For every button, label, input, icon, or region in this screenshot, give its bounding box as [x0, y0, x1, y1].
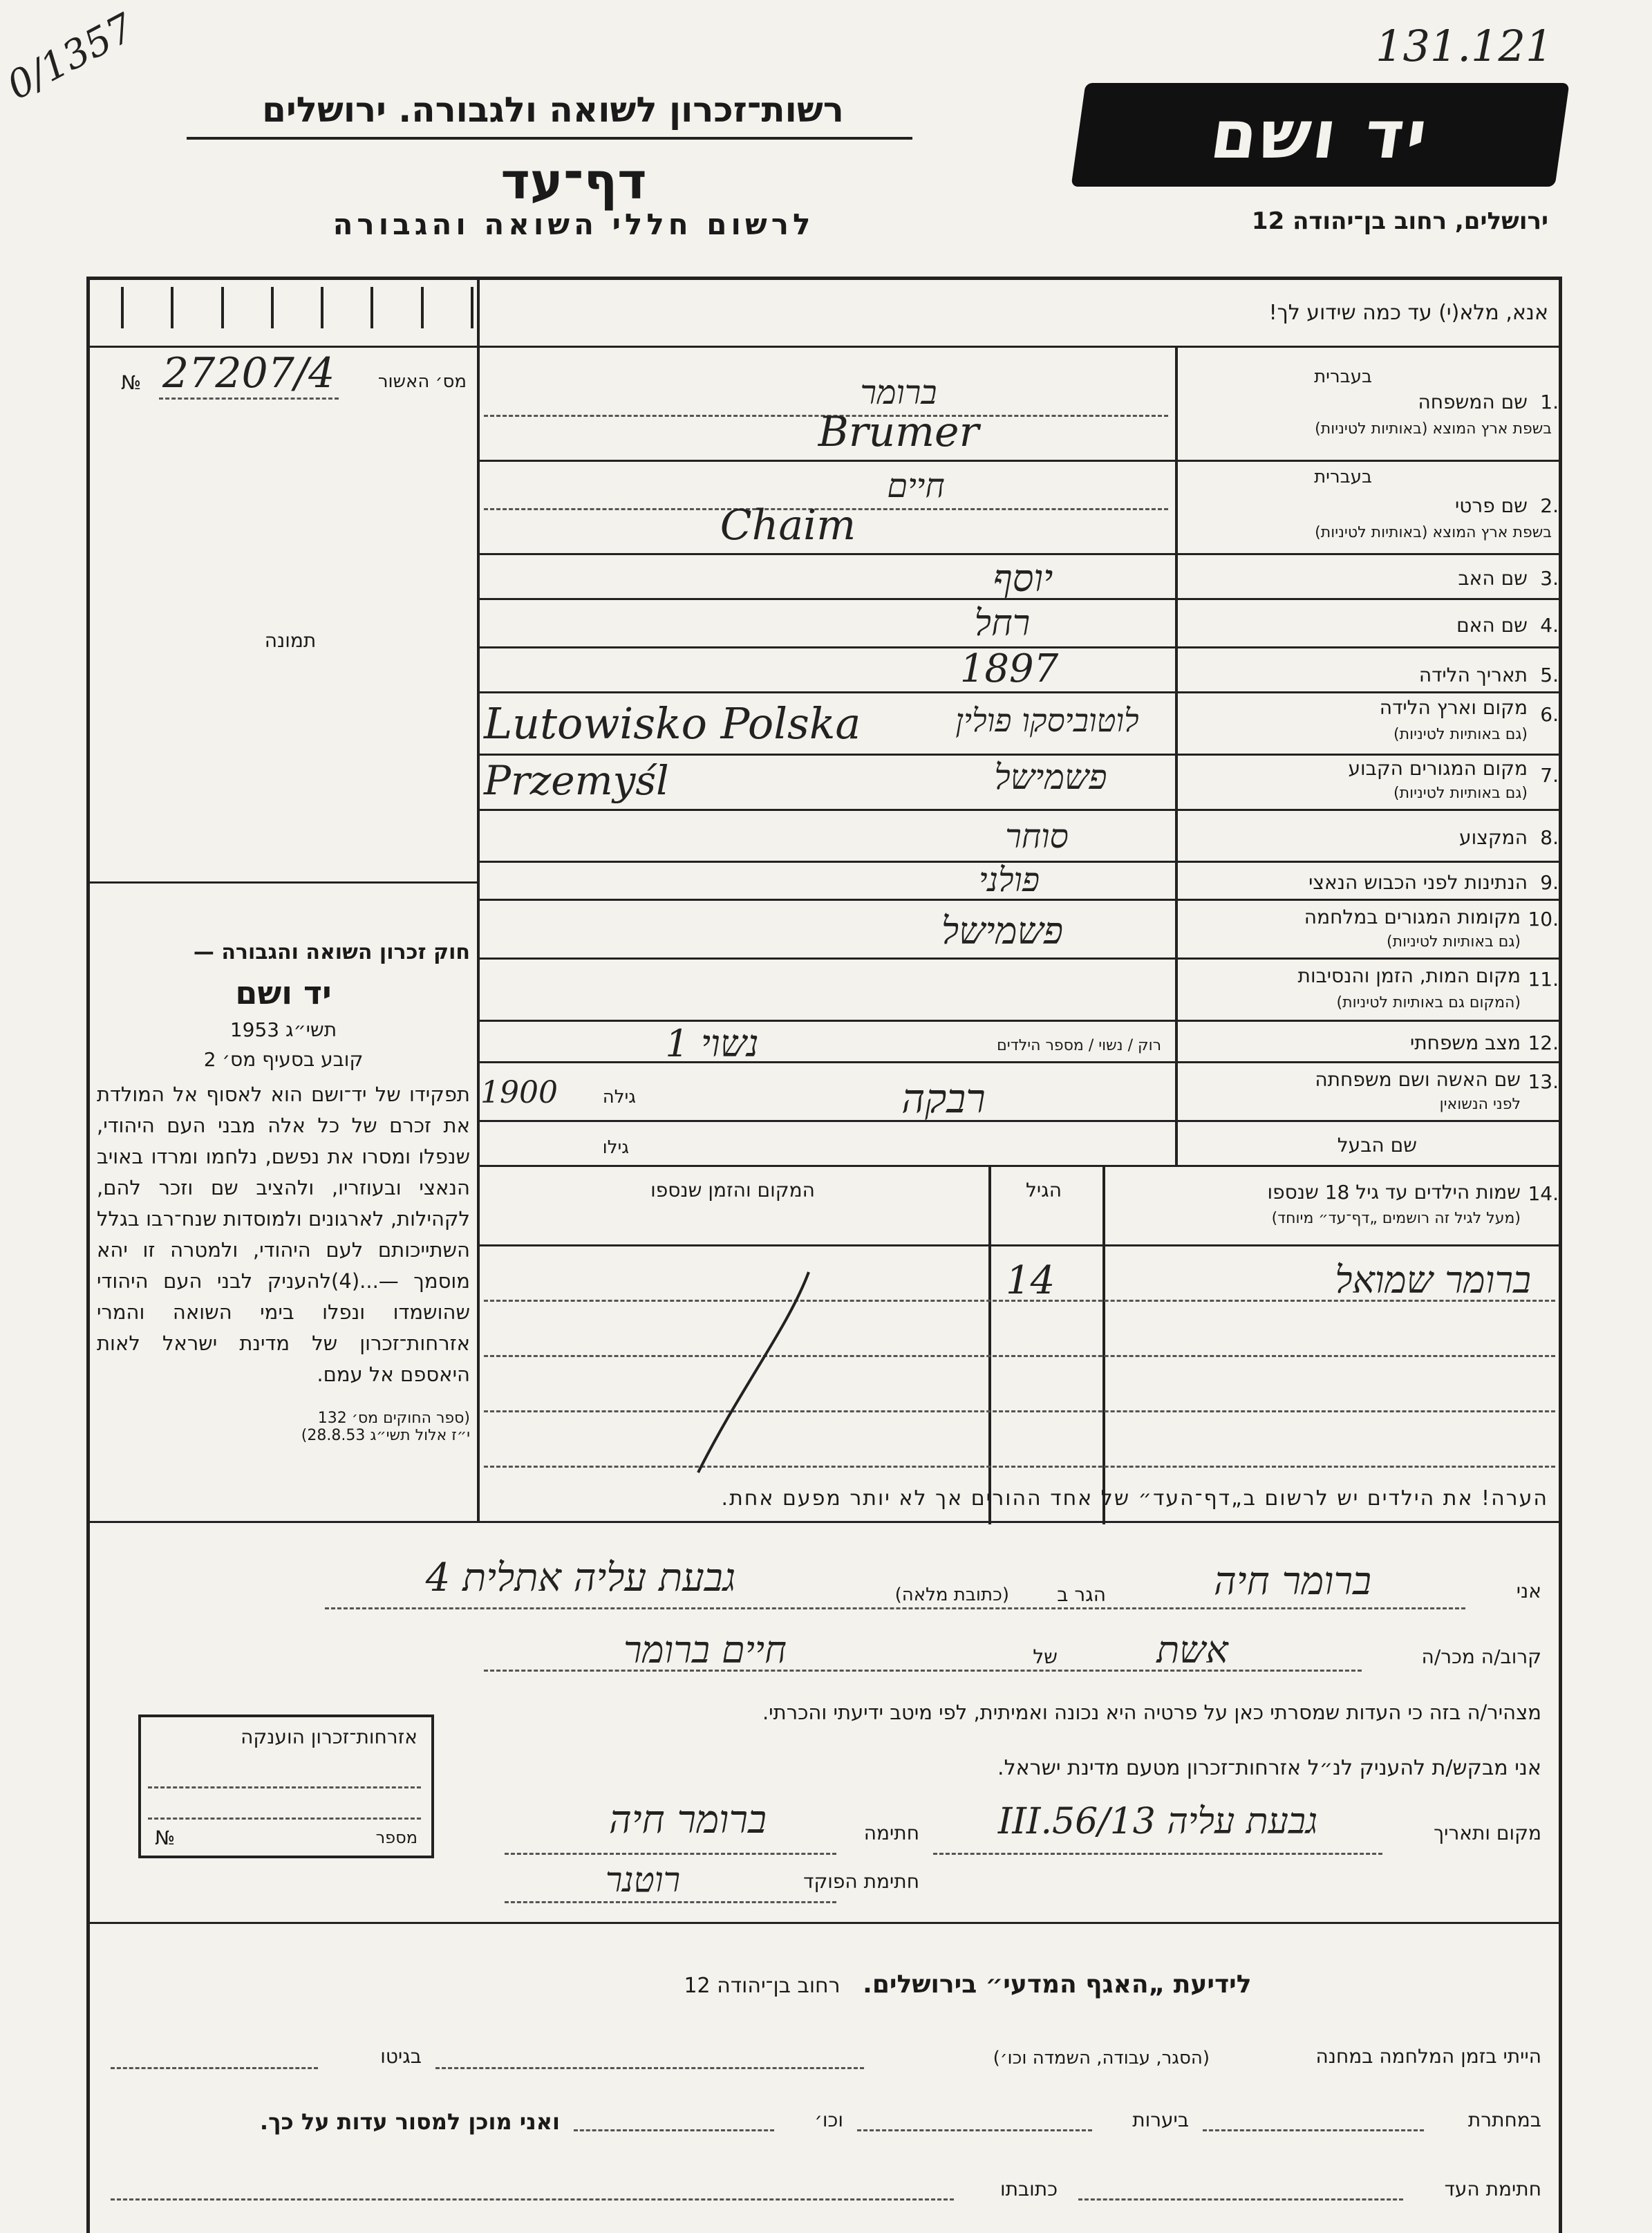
citizenship-box: [138, 1715, 434, 1858]
authority-title: רשות־זכרון לשואה ולגבורה. ירושלים: [262, 90, 844, 130]
place-date-value: גבעת עליה 13/III.56: [997, 1801, 1318, 1842]
rule: [477, 553, 1559, 555]
rule: [477, 1244, 1559, 1246]
margin-number: 0/1357: [0, 5, 142, 109]
children-age-divider-left: [988, 1165, 991, 1524]
children-label: שמות הילדים עד גיל 18 שנספו: [1267, 1181, 1521, 1204]
field-first-name[interactable]: [1182, 463, 1559, 553]
field-marital-status[interactable]: [1182, 1023, 1559, 1061]
value-line: [484, 1466, 1555, 1468]
value-line: [435, 2067, 864, 2069]
children-place-header: המקום והזמן שנספו: [650, 1179, 815, 1202]
intro-text: אנא, מלא(י) עד כמה שידוע לך!: [1268, 301, 1548, 325]
address-hint: (כתובת מלאה): [894, 1585, 1009, 1605]
footer-line2-c: וכו׳: [814, 2109, 843, 2131]
husband-label: שם הבעל: [1337, 1134, 1417, 1157]
field-nationality[interactable]: [1182, 864, 1559, 899]
field-5-label: תאריך הלידה: [1418, 664, 1528, 686]
children-num: 14.: [1528, 1182, 1559, 1205]
signature-label: חתימה: [863, 1822, 919, 1844]
field-9-label: הנתינות לפני הכבוש הנאצי: [1308, 871, 1528, 894]
field-2-num: 2.: [1540, 494, 1559, 517]
family-name-hebrew: ברומר: [860, 373, 937, 412]
children-sub: (מעל לגיל זה רושמים „דף־עד״ מיוחד): [1271, 1210, 1521, 1227]
relative-label: קרוב/ה מכר/ה: [1421, 1645, 1541, 1668]
declaration-i-label: אני: [1516, 1580, 1541, 1603]
value-line: [484, 1355, 1555, 1357]
relative-of-value: חיים ברומר: [623, 1628, 787, 1672]
value-line: [1078, 2198, 1403, 2201]
value-line: [505, 1853, 836, 1855]
first-name-latin: Chaim: [720, 501, 856, 550]
children-age-header: הגיל: [1025, 1179, 1062, 1202]
registration-line: [159, 398, 339, 400]
field-6-label: מקום וארץ הלידה: [1379, 696, 1528, 719]
rule: [477, 957, 1559, 960]
field-3-num: 3.: [1540, 567, 1559, 590]
value-line: [857, 2129, 1092, 2131]
yad-vashem-logo: [1071, 83, 1569, 187]
child-age: 14: [1006, 1258, 1055, 1303]
resides-label: הגר ב: [1057, 1583, 1106, 1606]
children-header: [1106, 1175, 1559, 1244]
field-13-sub: לפני הנשואין: [1439, 1096, 1521, 1113]
law-ref-1: (ספר החוקים מס׳ 132: [317, 1410, 470, 1427]
statement-text: מצהיר/ה בזה כי העדות שמסרתי כאן על פרטיה היא נכונה ואמיתית, לפי מיטב ידיעתי והכרתי.: [762, 1701, 1541, 1724]
footer-address: רחוב בן־יהודה 12: [684, 1974, 841, 1998]
field-wartime-residence[interactable]: [1182, 902, 1559, 957]
footer-line2-d: ואני מוכן למסור עדות על כך.: [259, 2109, 560, 2135]
value-line: [1203, 2129, 1424, 2131]
request-text: אני מבקש/ת להעניק לנ״ל אזרחות־זכרון מטעם מדינת ישראל.: [997, 1756, 1541, 1780]
field-4-num: 4.: [1540, 614, 1559, 637]
of-label: של: [1033, 1645, 1058, 1668]
law-box: [97, 940, 470, 1444]
officer-value: רוטנר: [605, 1860, 681, 1900]
field-1-tag: בעברית: [1314, 366, 1372, 387]
form-title: דף־עד: [500, 152, 647, 210]
field-8-num: 8.: [1540, 826, 1559, 849]
father-name-value: יוסף: [993, 557, 1053, 600]
citizenship-line: [148, 1786, 421, 1788]
field-2-sub: בשפת ארץ המוצא (באותיות לטיניות): [1315, 524, 1552, 541]
rule: [90, 1521, 1559, 1523]
header-address: ירושלים, רחוב בן־יהודה 12: [1251, 207, 1548, 235]
wife-age-label: גילה: [602, 1087, 636, 1108]
law-heading: חוק זכרון השואה והגבורה —: [193, 940, 470, 964]
field-10-label: מקומות המגורים במלחמה: [1304, 906, 1521, 928]
residence-latin: Przemyśl: [484, 757, 669, 804]
wife-age-value: 1900: [480, 1075, 558, 1110]
profession-value: סוחר: [1005, 817, 1069, 856]
logo-text: יד ושם: [1205, 96, 1435, 174]
officer-label: חתימת הפוקד: [803, 1870, 919, 1893]
law-name: יד ושם: [235, 974, 332, 1011]
declarant-name: ברומר חיה: [1214, 1559, 1371, 1604]
footer-title: [415, 1970, 1521, 1999]
field-family-name[interactable]: [1182, 359, 1559, 456]
residence-hebrew: פשמישל: [994, 757, 1107, 797]
form-subtitle: לרשום חללי השואה והגבורה: [332, 207, 815, 241]
mother-name-value: רחל: [974, 603, 1031, 644]
field-11-sub: (המקום גם באותיות לטיניות): [1336, 994, 1521, 1011]
footer-line1-b: (הסגר, עבודה, השמדה וכו׳): [993, 2048, 1210, 2068]
citizenship-title: אזרחות־זכרון הוענקה: [241, 1726, 417, 1748]
law-year: תשי״ג 1953: [229, 1018, 337, 1041]
child-name: ברומר שמואל: [1335, 1258, 1531, 1302]
citizenship-number-label: מספר: [375, 1828, 417, 1847]
field-10-num: 10.: [1528, 908, 1559, 931]
value-line: [325, 1607, 1465, 1609]
marital-options: רוק / נשוי / מספר הילדים: [997, 1037, 1161, 1054]
field-death-place[interactable]: [1182, 961, 1559, 1020]
signature-value: ברומר חיה: [609, 1797, 767, 1842]
field-11-num: 11.: [1528, 968, 1559, 991]
nationality-value: פולני: [978, 861, 1040, 899]
tick-marks: [121, 287, 473, 328]
field-13-label: שם האשה ושם משפחתה: [1315, 1068, 1521, 1091]
footer-title-text: לידיעת „האגף המדעי״ בירושלים.: [863, 1970, 1252, 1999]
note-text: הערה! את הילדים יש לרשום ב„דף־העד״ של אחד ההורים אך לא יותר מפעם אחת.: [721, 1486, 1548, 1511]
field-6-sub: (גם באותיות לטיניות): [1393, 726, 1528, 743]
field-12-num: 12.: [1528, 1031, 1559, 1054]
rule: [477, 1165, 1559, 1167]
husband-age-label: גילו: [602, 1137, 629, 1158]
declarant-address: גבעת עליה אתלית 4: [425, 1555, 736, 1600]
field-8-label: המקצוע: [1459, 826, 1528, 849]
footer-line3-a: חתימת העד: [1444, 2178, 1541, 2201]
strike-mark: [684, 1265, 823, 1486]
field-12-label: מצב משפחתי: [1409, 1031, 1521, 1054]
registration-no-label: №: [121, 371, 142, 394]
field-1-sub: בשפת ארץ המוצא (באותיות לטיניות): [1315, 420, 1552, 438]
rule: [90, 346, 1559, 348]
marital-status-value: נשוי 1: [665, 1022, 759, 1065]
registration-value: 27207/4: [162, 349, 335, 398]
table-row[interactable]: [480, 1251, 1559, 1307]
citizenship-line: [148, 1818, 421, 1820]
rule: [477, 809, 1559, 811]
birth-place-latin: Lutowisko Polska: [484, 698, 861, 749]
family-name-latin: Brumer: [818, 408, 979, 456]
field-4-label: שם האם: [1456, 614, 1528, 637]
field-residence[interactable]: [1182, 757, 1559, 809]
field-1-label: שם המשפחה: [1418, 391, 1528, 413]
field-mother-name[interactable]: [1182, 601, 1559, 646]
field-7-label: מקום המגורים הקבוע: [1348, 757, 1528, 780]
birth-date-value: 1897: [959, 646, 1059, 691]
field-9-num: 9.: [1540, 871, 1559, 894]
value-line: [933, 1853, 1382, 1855]
value-line: [111, 2198, 954, 2201]
footer-line1-c: בגיטו: [380, 2045, 422, 2068]
footer-line3-b: כתובתו: [999, 2178, 1058, 2201]
field-2-tag: בעברית: [1314, 467, 1372, 487]
law-ref-2: י״ז אלול תשי״ג 28.8.53): [301, 1427, 470, 1444]
rule: [90, 1922, 1559, 1924]
field-5-num: 5.: [1540, 664, 1559, 686]
footer-line1-a: הייתי בזמן המלחמה במחנה: [1315, 2045, 1541, 2068]
value-line: [505, 1901, 836, 1903]
relation-value: אשת: [1156, 1628, 1228, 1672]
first-name-hebrew: חיים: [887, 467, 945, 505]
field-profession[interactable]: [1182, 812, 1559, 861]
field-birth-date[interactable]: [1182, 650, 1559, 691]
birth-place-hebrew: לוטוביסקו פולין: [955, 702, 1139, 739]
archive-number: 131.121: [1376, 21, 1553, 71]
rule: [477, 460, 1559, 462]
children-age-divider-right: [1102, 1165, 1105, 1524]
authority-underline: [187, 137, 912, 140]
value-line: [484, 1300, 1555, 1302]
registration-label: מס׳ האשור: [377, 371, 467, 392]
field-11-label: מקום המות, הזמן והנסיבות: [1297, 964, 1521, 987]
law-text: תפקידו של יד־ושם הוא לאסוף אל המולדת את זכרם של כל אלה מבני העם היהודי, שנפלו ומסרו את נפשם, נלחמו ומרדו באויב הנאצי ובעוזריו, ולהציב שם וזכר להם, לקהילות, לארגונים ולמוסדות שנח־רבו בגלל השתייכותם לעם היהודי, ולמטרה זו יהא מוסמך —...(4)להעניק לבני העם היהודי שהושמדו ונפלו בימי השואה והמרי אזרחות־זכרון של מדינת ישראל לאות היאספם אל עמם.: [97, 1083, 470, 1386]
rule: [477, 754, 1559, 756]
value-line: [484, 1410, 1555, 1412]
citizenship-no-label: №: [155, 1826, 176, 1849]
field-6-num: 6.: [1540, 703, 1559, 726]
field-2-label: שם פרטי: [1454, 494, 1528, 517]
value-line: [484, 1670, 1362, 1672]
field-3-label: שם האב: [1458, 567, 1528, 590]
field-10-sub: (גם באותיות לטיניות): [1387, 933, 1521, 951]
field-wife-name[interactable]: [1182, 1065, 1559, 1120]
photo-label: תמונה: [264, 629, 317, 652]
value-line: [574, 2129, 774, 2131]
value-line: [111, 2067, 318, 2069]
place-date-label: מקום ותאריך: [1434, 1822, 1541, 1844]
law-clause: קובע בסעיף מס׳ 2: [203, 1048, 364, 1071]
footer-line2-b: ביערות: [1132, 2109, 1189, 2131]
field-1-num: 1.: [1540, 391, 1559, 413]
footer-line2-a: במחתרת: [1467, 2109, 1541, 2131]
wife-name-value: רבקה: [901, 1075, 986, 1122]
field-7-sub: (גם באותיות לטיניות): [1393, 785, 1528, 802]
field-13-num: 13.: [1528, 1070, 1559, 1093]
registration-field[interactable]: [121, 349, 467, 398]
wartime-residence-value: פשמישל: [941, 909, 1064, 953]
field-birth-place[interactable]: [1182, 695, 1559, 754]
field-7-num: 7.: [1540, 764, 1559, 787]
rule: [90, 881, 477, 884]
rule: [477, 691, 1559, 693]
field-father-name[interactable]: [1182, 557, 1559, 598]
